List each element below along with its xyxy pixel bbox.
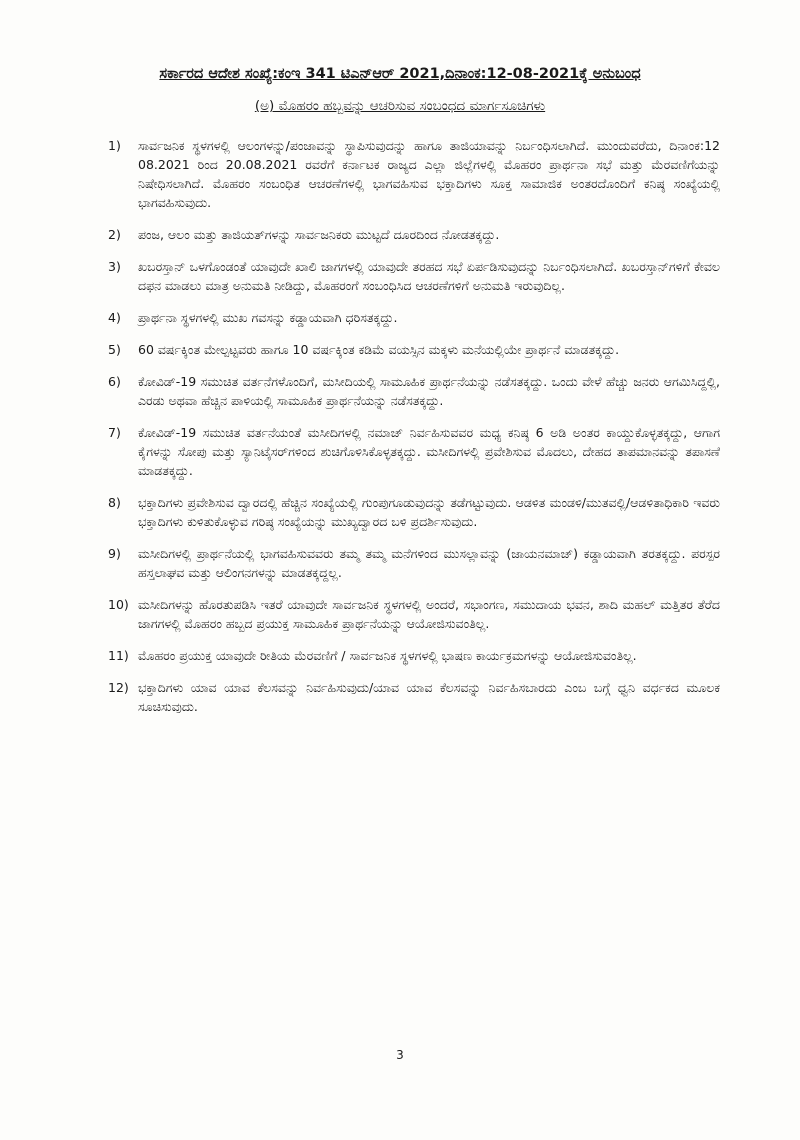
item-number: 12): [108, 680, 129, 695]
list-item: [108, 544, 720, 582]
item-number: 6): [108, 374, 121, 389]
item-text: ಭಕ್ತಾದಿಗಳು ಪ್ರವೇಶಿಸುವ ದ್ವಾರದಲ್ಲಿ ಹೆಚ್ಚಿನ ಸಂಖ್ಯೆಯಲ್ಲಿ ಗುಂಪುಗೂಡುವುದನ್ನು ತಡೆಗಟ್ಟುವುದು. ಆಡಳಿತ ಮಂಡಳಿ/ಮುತವಲ್ಲಿ/ಆಡಳಿತಾಧಿಕಾರಿ ಇವರು ಭಕ್ತಾದಿಗಳು ಕುಳಿತುಕೊಳ್ಳುವ ಗರಿಷ್ಠ ಸಂಖ್ಯೆಯನ್ನು ಮುಖ್ಯದ್ವಾರದ ಬಳಿ ಪ್ರದರ್ಶಿಸುವುದು.: [138, 495, 720, 529]
item-text: ಪ್ರಾರ್ಥನಾ ಸ್ಥಳಗಳಲ್ಲಿ ಮುಖ ಗವಸನ್ನು ಕಡ್ಡಾಯವಾಗಿ ಧರಿಸತಕ್ಕದ್ದು.: [138, 310, 398, 325]
item-number: 1): [108, 138, 121, 153]
item-text: ಮೊಹರಂ ಪ್ರಯುಕ್ತ ಯಾವುದೇ ರೀತಿಯ ಮೆರವಣಿಗೆ / ಸಾರ್ವಜನಿಕ ಸ್ಥಳಗಳಲ್ಲಿ ಭಾಷಣ ಕಾರ್ಯಕ್ರಮಗಳನ್ನು ಆಯೋಜಿಸುವಂತಿಲ್ಲ.: [138, 648, 637, 663]
item-number: 9): [108, 546, 121, 561]
list-item: [108, 423, 720, 480]
item-text: ಸಾರ್ವಜನಿಕ ಸ್ಥಳಗಳಲ್ಲಿ ಆಲಂಗಳನ್ನು/ಪಂಜಾವನ್ನು ಸ್ಥಾಪಿಸುವುದನ್ನು ಹಾಗೂ ತಾಜಿಯಾವನ್ನು ನಿರ್ಬಂಧಿಸಲಾಗಿದೆ. ಮುಂದುವರೆದು, ದಿನಾಂಕ:12 08.2021 ರಿಂದ 20.08.2021 ರವರೆಗೆ ಕರ್ನಾಟಕ ರಾಜ್ಯದ ಎಲ್ಲಾ ಜಿಲ್ಲೆಗಳಲ್ಲಿ ಮೊಹರಂ ಪ್ರಾರ್ಥನಾ ಸಭೆ ಮತ್ತು ಮೆರವಣಿಗೆಯನ್ನು ನಿಷೇಧಿಸಲಾಗಿದೆ. ಮೊಹರಂ ಸಂಬಂಧಿತ ಆಚರಣೆಗಳಲ್ಲಿ ಭಾಗವಹಿಸುವ ಭಕ್ತಾದಿಗಳು ಸೂಕ್ತ ಸಾಮಾಜಿಕ ಅಂತರದೊಂದಿಗೆ ಕನಿಷ್ಠ ಸಂಖ್ಯೆಯಲ್ಲಿ ಭಾಗವಹಿಸುವುದು.: [138, 138, 720, 210]
list-item: [108, 225, 720, 244]
item-number: 5): [108, 342, 121, 357]
guidelines-subtitle: (ಅ) ಮೊಹರಂ ಹಬ್ಬವನ್ನು ಆಚರಿಸುವ ಸಂಬಂಧದ ಮಾರ್ಗಸೂಚಿಗಳು: [254, 98, 546, 114]
list-item: [108, 308, 720, 327]
item-number: 11): [108, 648, 129, 663]
item-number: 4): [108, 310, 121, 325]
list-item: [108, 257, 720, 295]
item-text: ಮಸೀದಿಗಳನ್ನು ಹೊರತುಪಡಿಸಿ ಇತರೆ ಯಾವುದೇ ಸಾರ್ವಜನಿಕ ಸ್ಥಳಗಳಲ್ಲಿ ಅಂದರೆ, ಸಭಾಂಗಣ, ಸಮುದಾಯ ಭವನ, ಶಾದಿ ಮಹಲ್ ಮತ್ತಿತರ ತೆರೆದ ಜಾಗಗಳಲ್ಲಿ ಮೊಹರಂ ಹಬ್ಬದ ಪ್ರಯುಕ್ತ ಸಾಮೂಹಿಕ ಪ್ರಾರ್ಥನೆಯನ್ನು ಆಯೋಜಿಸುವಂತಿಲ್ಲ.: [138, 597, 720, 631]
list-item: [108, 340, 720, 359]
item-text: ಕೋವಿಡ್-19 ಸಮುಚಿತ ವರ್ತನೆಗಳೊಂದಿಗೆ, ಮಸೀದಿಯಲ್ಲಿ ಸಾಮೂಹಿಕ ಪ್ರಾರ್ಥನೆಯನ್ನು ನಡೆಸತಕ್ಕದ್ದು. ಒಂದು ವೇಳೆ ಹೆಚ್ಚು ಜನರು ಆಗಮಿಸಿದ್ದಲ್ಲಿ, ಎರಡು ಅಥವಾ ಹೆಚ್ಚಿನ ಪಾಳಿಯಲ್ಲಿ ಸಾಮೂಹಿಕ ಪ್ರಾರ್ಥನೆಯನ್ನು ನಡೆಸತಕ್ಕದ್ದು.: [138, 374, 720, 408]
page-number: 3: [396, 1048, 404, 1062]
list-item: [108, 595, 720, 633]
item-text: ಪಂಜ, ಆಲಂ ಮತ್ತು ತಾಜಿಯತ್‌ಗಳನ್ನು ಸಾರ್ವಜನಿಕರು ಮುಟ್ಟದೆ ದೂರದಿಂದ ನೋಡತಕ್ಕದ್ದು.: [138, 227, 500, 242]
item-text: ಭಕ್ತಾದಿಗಳು ಯಾವ ಯಾವ ಕೆಲಸವನ್ನು ನಿರ್ವಹಿಸುವುದು/ಯಾವ ಯಾವ ಕೆಲಸವನ್ನು ನಿರ್ವಹಿಸಬಾರದು ಎಂಬ ಬಗ್ಗೆ ಧ್ವನಿ ವರ್ಧಕದ ಮೂಲಕ ಸೂಚಿಸುವುದು.: [138, 680, 720, 714]
item-text: ಮಸೀದಿಗಳಲ್ಲಿ ಪ್ರಾರ್ಥನೆಯಲ್ಲಿ ಭಾಗವಹಿಸುವವರು ತಮ್ಮ ತಮ್ಮ ಮನೆಗಳಿಂದ ಮುಸಲ್ಲಾವನ್ನು (ಜಾಯನಮಾಜ್) ಕಡ್ಡಾಯವಾಗಿ ತರತಕ್ಕದ್ದು. ಪರಸ್ಪರ ಹಸ್ತಲಾಘವ ಮತ್ತು ಆಲಿಂಗನಗಳನ್ನು ಮಾಡತಕ್ಕದ್ದಲ್ಲ.: [138, 546, 720, 580]
item-number: 2): [108, 227, 121, 242]
order-header-title: ಸರ್ಕಾರದ ಆದೇಶ ಸಂಖ್ಯೆ:ಕಂಇ 341 ಟಿಎನ್‌ಆರ್ 2021,ದಿನಾಂಕ:12-08-2021ಕ್ಕೆ ಅನುಬಂಧ: [159, 66, 641, 82]
item-number: 10): [108, 597, 129, 612]
item-text: ಖಬರಸ್ತಾನ್ ಒಳಗೊಂಡಂತೆ ಯಾವುದೇ ಖಾಲಿ ಜಾಗಗಳಲ್ಲಿ ಯಾವುದೇ ತರಹದ ಸಭೆ ಏರ್ಪಡಿಸುವುದನ್ನು ನಿರ್ಬಂಧಿಸಲಾಗಿದೆ. ಖಬರಸ್ತಾನ್‌ಗಳಿಗೆ ಕೇವಲ ದಫನ ಮಾಡಲು ಮಾತ್ರ ಅನುಮತಿ ನೀಡಿದ್ದು, ಮೊಹರಂಗೆ ಸಂಬಂಧಿಸಿದ ಆಚರಣೆಗಳಿಗೆ ಅನುಮತಿ ಇರುವುದಿಲ್ಲ.: [138, 259, 720, 293]
item-text: 60 ವರ್ಷಕ್ಕಿಂತ ಮೇಲ್ಪಟ್ಟವರು ಹಾಗೂ 10 ವರ್ಷಕ್ಕಿಂತ ಕಡಿಮೆ ವಯಸ್ಸಿನ ಮಕ್ಕಳು ಮನೆಯಲ್ಲಿಯೇ ಪ್ರಾರ್ಥನೆ ಮಾಡತಕ್ಕದ್ದು.: [138, 342, 620, 357]
list-item: [108, 646, 720, 665]
list-item: [108, 136, 720, 212]
list-item: [108, 372, 720, 410]
item-number: 8): [108, 495, 121, 510]
list-item: [108, 678, 720, 716]
item-number: 7): [108, 425, 121, 440]
item-number: 3): [108, 259, 121, 274]
guidelines-list: [108, 136, 720, 729]
list-item: [108, 493, 720, 531]
item-text: ಕೋವಿಡ್-19 ಸಮುಚಿತ ವರ್ತನೆಯಂತೆ ಮಸೀದಿಗಳಲ್ಲಿ ನಮಾಜ್ ನಿರ್ವಹಿಸುವವರ ಮಧ್ಯ ಕನಿಷ್ಠ 6 ಅಡಿ ಅಂತರ ಕಾಯ್ದುಕೊಳ್ಳತಕ್ಕದ್ದು, ಆಗಾಗ ಕೈಗಳನ್ನು ಸೋಪು ಮತ್ತು ಸ್ಯಾನಿಟೈಸರ್‌ಗಳಿಂದ ಶುಚಿಗೊಳಿಸಿಕೊಳ್ಳತಕ್ಕದ್ದು. ಮಸೀದಿಗಳಲ್ಲಿ ಪ್ರವೇಶಿಸುವ ಮೊದಲು, ದೇಹದ ತಾಪಮಾನವನ್ನು ತಪಾಸಣೆ ಮಾಡತಕ್ಕದ್ದು.: [138, 425, 720, 478]
